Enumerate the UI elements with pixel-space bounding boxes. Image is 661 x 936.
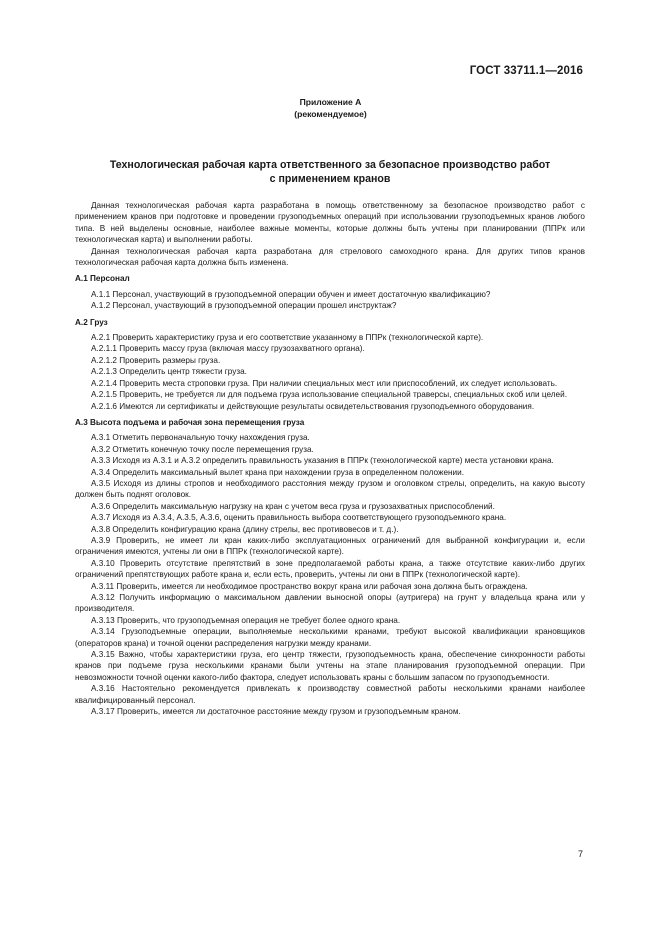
section-heading: А.2 Груз: [75, 317, 108, 327]
clause: А.3.12 Получить информацию о максимальном давлении выносной опоры (аутригера) на грунт у владельца крана или у производителя.: [75, 593, 585, 614]
standard-designation: ГОСТ 33711.1—2016: [469, 65, 583, 77]
clause: А.1.2 Персонал, участвующий в грузоподъемной операции прошел инструктаж?: [91, 301, 397, 311]
section-heading: А.3 Высота подъема и рабочая зона перемещения груза: [75, 417, 305, 427]
clause: А.3.1 Отметить первоначальную точку нахождения груза.: [91, 433, 310, 443]
clause: А.3.7 Исходя из А.3.4, А.3.5, А.3.6, оценить правильность выбора соответствующего грузоподъемного крана.: [91, 513, 507, 523]
intro-paragraph: Данная технологическая рабочая карта разработана для стрелового самоходного крана. Для других типов кранов технологическая рабочая карта должна быть изменена.: [75, 246, 585, 268]
clause: А.2.1.1 Проверить массу груза (включая массу грузозахватного органа).: [91, 344, 365, 354]
clause: А.2.1.4 Проверить места строповки груза. При наличии специальных мест или приспособлений, их следует использовать.: [91, 378, 558, 388]
appendix-status: (рекомендуемое): [294, 109, 367, 119]
clause: А.3.8 Определить конфигурацию крана (длину стрелы, вес противовесов и т. д.).: [91, 524, 399, 534]
clause: А.3.16 Настоятельно рекомендуется привлекать к производству совместной работы несколькими кранами наиболее квалифицированный персонал.: [75, 684, 585, 705]
clause: А.3.13 Проверить, что грузоподъемная операция не требует более одного крана.: [91, 615, 401, 625]
clause: А.2.1.6 Имеются ли сертификаты и действующие результаты освидетельствования грузоподъемного оборудования.: [91, 401, 535, 411]
clause: А.3.15 Важно, чтобы характеристики груза, его центр тяжести, грузоподъемность крана, обеспечение синхронности работы кранов при подъеме груза несколькими кранами были учтены на этапе планирования грузоподъемной операции. При невозможности точной оценки какого-либо фактора, следует использовать краны с большим запасом по грузоподъемности.: [75, 650, 585, 682]
clause: А.2.1.5 Проверить, не требуется ли для подъема груза использование специальной траверсы, специальных скоб или целей.: [91, 390, 567, 400]
appendix-header: [0, 96, 661, 120]
page-number: 7: [577, 849, 583, 859]
clause: А.3.6 Определить максимальную нагрузку на кран с учетом веса груза и грузозахватных приспособлений.: [91, 501, 495, 511]
clause: А.3.5 Исходя из длины стропов и необходимого расстояния между грузом и оголовком стрелы, определить, на какую высоту должен быть поднят оголовок.: [75, 478, 585, 500]
document-title: [75, 158, 585, 186]
clause: А.3.14 Грузоподъемные операции, выполняемые несколькими кранами, требуют высокой квалификации крановщиков (операторов крана) и точной оценки распределения нагрузки между кранами.: [75, 627, 585, 648]
clause: А.1.1 Персонал, участвующий в грузоподъемной операции обучен и имеет достаточную квалификацию?: [91, 289, 491, 299]
clause: А.2.1.3 Определить центр тяжести груза.: [91, 367, 247, 377]
section-heading: А.1 Персонал: [75, 274, 130, 284]
title-line-1: Технологическая рабочая карта ответственного за безопасное производство работ: [109, 159, 551, 171]
clause: А.3.10 Проверить отсутствие препятствий в зоне предполагаемой работы крана, а также отсутствие каких-либо других ограничений препятствующих работе крана и, если есть, проверить, учтены ли они в ППРк (технологической карте).: [75, 558, 585, 580]
clause: А.2.1 Проверить характеристику груза и его соответствие указанному в ППРк (технологической карте).: [91, 333, 484, 343]
clause: А.3.4 Определить максимальный вылет крана при нахождении груза в определенном положении.: [91, 467, 464, 477]
clause: А.2.1.2 Проверить размеры груза.: [91, 355, 221, 365]
clause: А.3.2 Отметить конечную точку после перемещения груза.: [91, 444, 314, 454]
clause: А.3.17 Проверить, имеется ли достаточное расстояние между грузом и грузоподъемным краном.: [91, 707, 461, 717]
title-line-2: с применением кранов: [269, 173, 391, 185]
clause: А.3.11 Проверить, имеется ли необходимое пространство вокруг крана или рабочая зона должна быть ограждена.: [91, 581, 528, 591]
document-body: [75, 200, 585, 717]
intro-paragraph: Данная технологическая рабочая карта разработана в помощь ответственному за безопасное производство работ с применением кранов при подготовке и проведении грузоподъемных операций при использовании грузоподъемных кранов любого типа. В ней выделены основные, наиболее важные моменты, которые должны быть учтены при планировании (ППРк или технологическая карта) и выполнении работы.: [75, 201, 585, 245]
clause: А.3.9 Проверить, не имеет ли кран каких-либо эксплуатационных ограничений для выбранной конфигурации и, если ограничения имеются, учтены ли они в ППРк (технологической карте).: [75, 535, 585, 557]
appendix-label: Приложение А: [299, 97, 362, 107]
clause: А.3.3 Исходя из А.3.1 и А.3.2 определить правильность указания в ППРк (технологической карте) места установки крана.: [91, 456, 554, 466]
